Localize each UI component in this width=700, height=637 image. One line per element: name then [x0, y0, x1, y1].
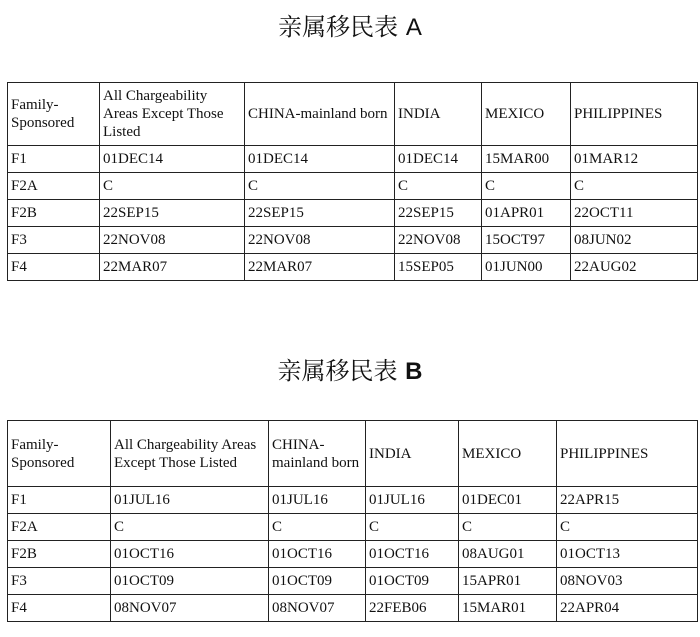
table-b-title-main: 亲属移民表 [277, 357, 398, 385]
table-cell: 01OCT09 [366, 568, 459, 595]
row-category-cell: F1 [8, 487, 111, 514]
table-cell: 22FEB06 [366, 595, 459, 622]
header-cell-mexico: MEXICO [459, 421, 557, 487]
table-header-row [8, 83, 698, 146]
table-cell: C [366, 514, 459, 541]
table-row [8, 173, 698, 200]
table-cell: C [269, 514, 366, 541]
table-cell: 22APR04 [557, 595, 698, 622]
table-cell: C [557, 514, 698, 541]
table-cell: 15SEP05 [395, 254, 482, 281]
table-cell: 01OCT16 [366, 541, 459, 568]
table-cell: 01JUN00 [482, 254, 571, 281]
table-cell: 15APR01 [459, 568, 557, 595]
table-cell: 01JUL16 [366, 487, 459, 514]
header-cell-all-chargeability: All Chargeability Areas Except Those Listed [111, 421, 269, 487]
header-cell-china-mainland: CHINA-mainland born [269, 421, 366, 487]
table-row [8, 541, 698, 568]
table-cell: 22SEP15 [100, 200, 245, 227]
table-cell: 01JUL16 [111, 487, 269, 514]
table-header-row [8, 421, 698, 487]
table-cell: 01OCT13 [557, 541, 698, 568]
table-cell: 01OCT16 [111, 541, 269, 568]
table-cell: 01JUL16 [269, 487, 366, 514]
table-row [8, 146, 698, 173]
header-cell-china-mainland: CHINA-mainland born [245, 83, 395, 146]
table-b-title [0, 356, 700, 387]
table-cell: 22MAR07 [245, 254, 395, 281]
table-b-title-suffix: B [405, 358, 423, 385]
table-cell: 22NOV08 [245, 227, 395, 254]
table-cell: C [571, 173, 698, 200]
table-row [8, 514, 698, 541]
visa-bulletin-table-b [7, 420, 698, 622]
table-row [8, 200, 698, 227]
table-cell: 22SEP15 [395, 200, 482, 227]
row-category-cell: F2A [8, 173, 100, 200]
header-cell-india: INDIA [366, 421, 459, 487]
row-category-cell: F2A [8, 514, 111, 541]
table-cell: 22MAR07 [100, 254, 245, 281]
table-a-title-main: 亲属移民表 [278, 13, 399, 41]
table-cell: C [459, 514, 557, 541]
table-cell: 08NOV07 [111, 595, 269, 622]
table-cell: 01MAR12 [571, 146, 698, 173]
table-cell: 01DEC01 [459, 487, 557, 514]
row-category-cell: F3 [8, 227, 100, 254]
table-cell: 01APR01 [482, 200, 571, 227]
table-row [8, 595, 698, 622]
table-cell: 01DEC14 [395, 146, 482, 173]
visa-bulletin-table-a [7, 82, 698, 281]
row-category-cell: F1 [8, 146, 100, 173]
table-cell: 22NOV08 [100, 227, 245, 254]
table-cell: 22AUG02 [571, 254, 698, 281]
header-cell-all-chargeability: All Chargeability Areas Except Those Listed [100, 83, 245, 146]
table-row [8, 487, 698, 514]
row-category-cell: F4 [8, 595, 111, 622]
table-cell: 22APR15 [557, 487, 698, 514]
table-cell: 01OCT09 [111, 568, 269, 595]
table-cell: 22SEP15 [245, 200, 395, 227]
table-cell: C [111, 514, 269, 541]
table-row [8, 254, 698, 281]
table-cell: C [395, 173, 482, 200]
table-cell: 15MAR00 [482, 146, 571, 173]
row-category-cell: F2B [8, 541, 111, 568]
table-a-title [0, 12, 700, 43]
header-cell-family-sponsored: Family-Sponsored [8, 421, 111, 487]
table-cell: 01DEC14 [100, 146, 245, 173]
row-category-cell: F2B [8, 200, 100, 227]
table-cell: C [245, 173, 395, 200]
table-cell: 08JUN02 [571, 227, 698, 254]
table-cell: 01OCT16 [269, 541, 366, 568]
header-cell-family-sponsored: Family-Sponsored [8, 83, 100, 146]
header-cell-philippines: PHILIPPINES [557, 421, 698, 487]
table-cell: 08NOV03 [557, 568, 698, 595]
table-cell: 01OCT09 [269, 568, 366, 595]
table-cell: 15MAR01 [459, 595, 557, 622]
header-cell-mexico: MEXICO [482, 83, 571, 146]
table-cell: 15OCT97 [482, 227, 571, 254]
table-cell: 01DEC14 [245, 146, 395, 173]
table-row [8, 227, 698, 254]
table-cell: 08AUG01 [459, 541, 557, 568]
table-a-title-suffix: A [405, 14, 422, 41]
table-cell: C [482, 173, 571, 200]
table-row [8, 568, 698, 595]
header-cell-india: INDIA [395, 83, 482, 146]
table-cell: 22NOV08 [395, 227, 482, 254]
row-category-cell: F4 [8, 254, 100, 281]
table-cell: C [100, 173, 245, 200]
header-cell-philippines: PHILIPPINES [571, 83, 698, 146]
table-cell: 08NOV07 [269, 595, 366, 622]
row-category-cell: F3 [8, 568, 111, 595]
table-cell: 22OCT11 [571, 200, 698, 227]
